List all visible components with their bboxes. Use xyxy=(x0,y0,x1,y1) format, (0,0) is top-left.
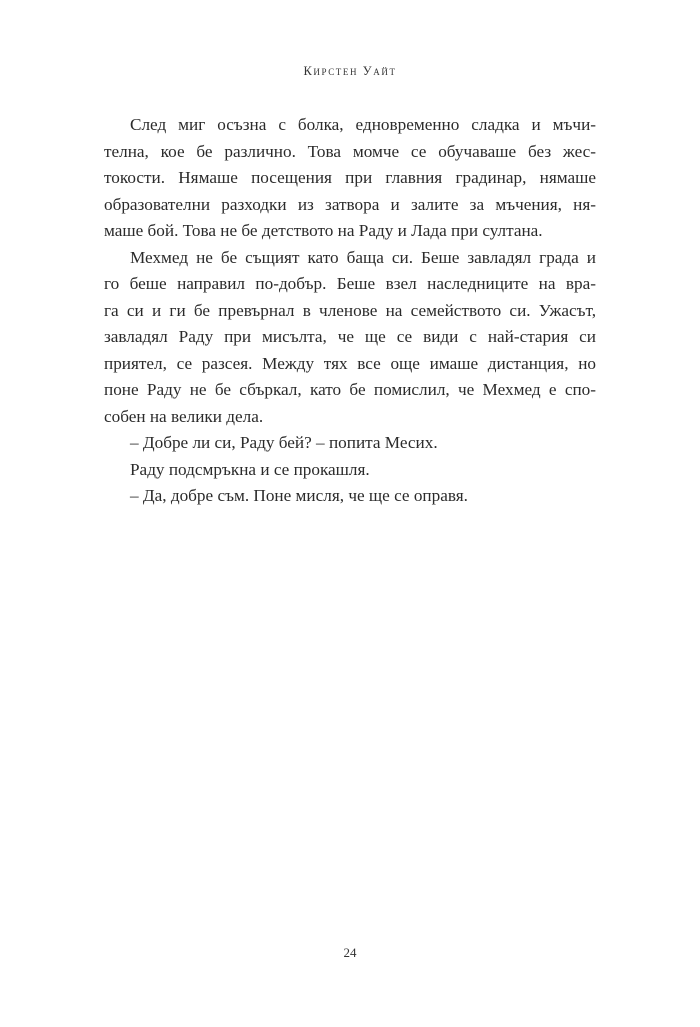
text-line: собен на велики дела. xyxy=(104,406,264,426)
text-line: го беше направил по-добър. Беше взел наследниците на вра- xyxy=(104,274,596,293)
text-line: токости. Нямаше посещения при главния градинар, нямаше xyxy=(104,168,596,187)
text-line: Мехмед не бе същият като баща си. Беше завладял града и xyxy=(130,247,596,267)
paragraph-2 xyxy=(104,245,596,431)
paragraph-4 xyxy=(104,457,596,484)
paragraph-5-dialogue xyxy=(104,483,596,510)
running-header-author: Кирстен Уайт xyxy=(303,64,397,78)
text-line: След миг осъзна с болка, едновременно сладка и мъчи- xyxy=(130,115,596,134)
body-text xyxy=(104,112,596,510)
text-line: образователни разходки из затвора и залите за мъчения, ня- xyxy=(104,194,596,214)
text-line: га си и ги бе превърнал в членове на семейството си. Ужасът, xyxy=(104,300,596,320)
text-line: – Да, добре съм. Поне мисля, че ще се оправя. xyxy=(130,486,468,505)
page-number: 24 xyxy=(343,945,357,960)
text-line: завладял Раду при мисълта, че ще се види с най-стария си xyxy=(104,327,596,346)
text-line: поне Раду не бе сбъркал, като бе помислил, че Мехмед е спо- xyxy=(104,380,596,399)
paragraph-1 xyxy=(104,112,596,245)
text-line: маше бой. Това не бе детството на Раду и Лада при султана. xyxy=(104,221,543,240)
text-line: Раду подсмръкна и се прокашля. xyxy=(130,459,370,479)
text-line: приятел, се разсея. Между тях все още имаше дистанция, но xyxy=(104,353,596,373)
text-line: телна, кое бе различно. Това момче се обучаваше без жес- xyxy=(104,141,596,161)
text-line: – Добре ли си, Раду бей? – попита Месих. xyxy=(130,433,438,452)
paragraph-3-dialogue xyxy=(104,430,596,457)
